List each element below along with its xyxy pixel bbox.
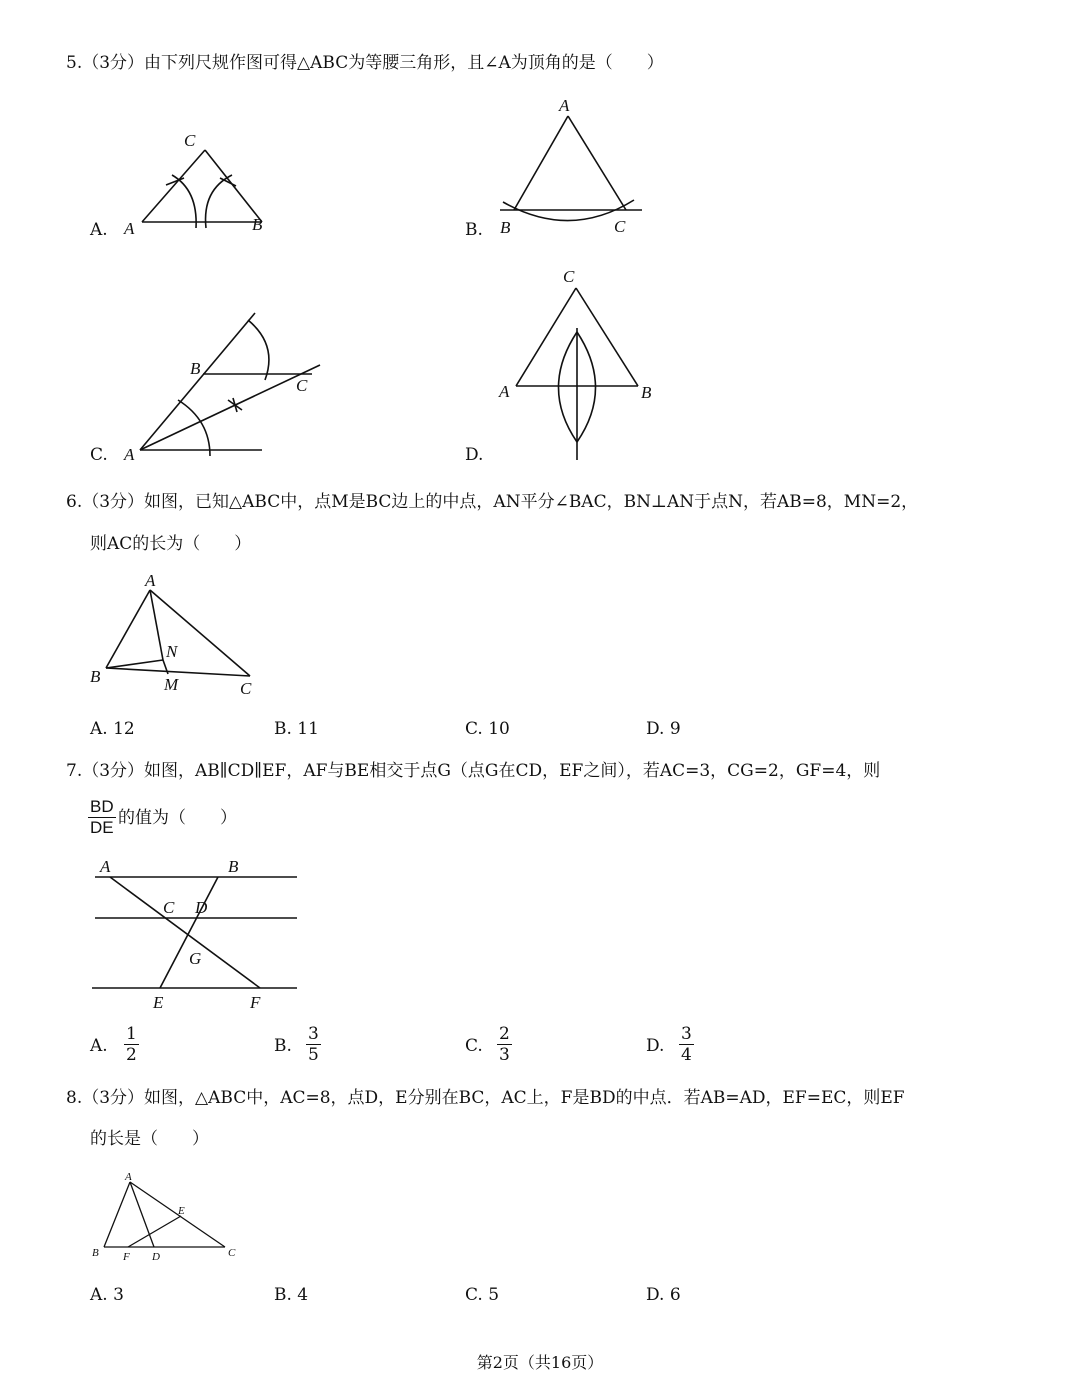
q8-label-C: C — [228, 1247, 236, 1259]
q7-stem-frac-num: BD — [90, 797, 114, 816]
q7-option-a-den: 2 — [126, 1045, 137, 1065]
q5-option-b[interactable]: B. — [465, 220, 483, 240]
q5b-label-A: A — [559, 96, 570, 115]
q7-option-d-label[interactable]: D. — [646, 1036, 665, 1056]
q5-option-d[interactable]: D. — [465, 445, 484, 465]
q6-label-N: N — [166, 642, 178, 661]
q5d-label-A: A — [499, 382, 510, 401]
q7-label-F: F — [250, 993, 261, 1012]
page-footer: 第2页（共16页） — [476, 1353, 604, 1372]
q8-label-E: E — [178, 1205, 185, 1217]
q7-option-d-num: 3 — [681, 1024, 692, 1044]
q7-label-B: B — [228, 857, 239, 876]
q7-stem-line2: 的值为（ ） — [118, 808, 237, 828]
q5-stem: 5.（3分）由下列尺规作图可得△ABC为等腰三角形，且∠A为顶角的是（ ） — [66, 53, 664, 73]
q8-label-F: F — [123, 1251, 130, 1263]
q7-label-A: A — [100, 857, 111, 876]
q8-option-a[interactable]: A. 3 — [90, 1285, 124, 1305]
q5a-label-B: B — [252, 215, 263, 234]
q8-label-D: D — [152, 1251, 160, 1263]
q7-option-b-den: 5 — [308, 1045, 319, 1065]
q5d-label-C: C — [563, 267, 575, 286]
q7-option-a-label[interactable]: A. — [90, 1036, 108, 1056]
q7-option-c-label[interactable]: C. — [465, 1036, 483, 1056]
q6-option-a[interactable]: A. 12 — [90, 719, 135, 739]
q5c-label-A: A — [124, 445, 135, 464]
q7-option-b-label[interactable]: B. — [274, 1036, 292, 1056]
q8-label-A: A — [125, 1171, 132, 1183]
q5b-label-B: B — [500, 218, 511, 237]
q6-label-B: B — [90, 667, 101, 686]
q5-option-a[interactable]: A. — [90, 220, 108, 240]
q6-stem-line1: 6.（3分）如图，已知△ABC中，点M是BC边上的中点，AN平分∠BAC，BN⊥AN于点N，若AB=8，MN=2， — [66, 492, 919, 512]
q5a-label-C: C — [184, 131, 196, 150]
q8-option-d[interactable]: D. 6 — [646, 1285, 681, 1305]
q6-label-C: C — [240, 679, 252, 698]
q5b-label-C: C — [614, 217, 626, 236]
q7-option-d-den: 4 — [681, 1045, 692, 1065]
q7-label-C: C — [163, 898, 175, 917]
q5c-label-B: B — [190, 359, 201, 378]
q6-label-M: M — [164, 675, 179, 694]
q7-label-D: D — [195, 898, 208, 917]
q7-option-b-num: 3 — [308, 1024, 319, 1044]
q7-label-E: E — [153, 993, 164, 1012]
q5a-label-A: A — [124, 219, 135, 238]
q7-stem-frac-den: DE — [90, 818, 114, 837]
q8-option-b[interactable]: B. 4 — [274, 1285, 309, 1305]
q7-option-a-num: 1 — [126, 1024, 137, 1044]
q8-stem-line1: 8.（3分）如图，△ABC中，AC=8，点D，E分别在BC，AC上，F是BD的中点．若AB=AD，EF=EC，则EF — [66, 1088, 905, 1108]
q7-option-c-den: 3 — [499, 1045, 510, 1065]
q7-option-c-num: 2 — [499, 1024, 510, 1044]
q8-stem-line2: 的长是（ ） — [90, 1129, 209, 1149]
q5-option-c[interactable]: C. — [90, 445, 108, 465]
q6-option-c[interactable]: C. 10 — [465, 719, 510, 739]
q8-label-B: B — [92, 1247, 99, 1259]
q7-stem-line1: 7.（3分）如图，AB∥CD∥EF，AF与BE相交于点G（点G在CD，EF之间），若AC=3，CG=2，GF=4，则 — [66, 761, 881, 781]
q8-option-c[interactable]: C. 5 — [465, 1285, 500, 1305]
q7-label-G: G — [189, 949, 202, 968]
q6-option-b[interactable]: B. 11 — [274, 719, 319, 739]
q5d-label-B: B — [641, 383, 652, 402]
q6-option-d[interactable]: D. 9 — [646, 719, 681, 739]
q5c-label-C: C — [296, 376, 308, 395]
q6-label-A: A — [145, 571, 156, 590]
q6-stem-line2: 则AC的长为（ ） — [90, 534, 252, 554]
